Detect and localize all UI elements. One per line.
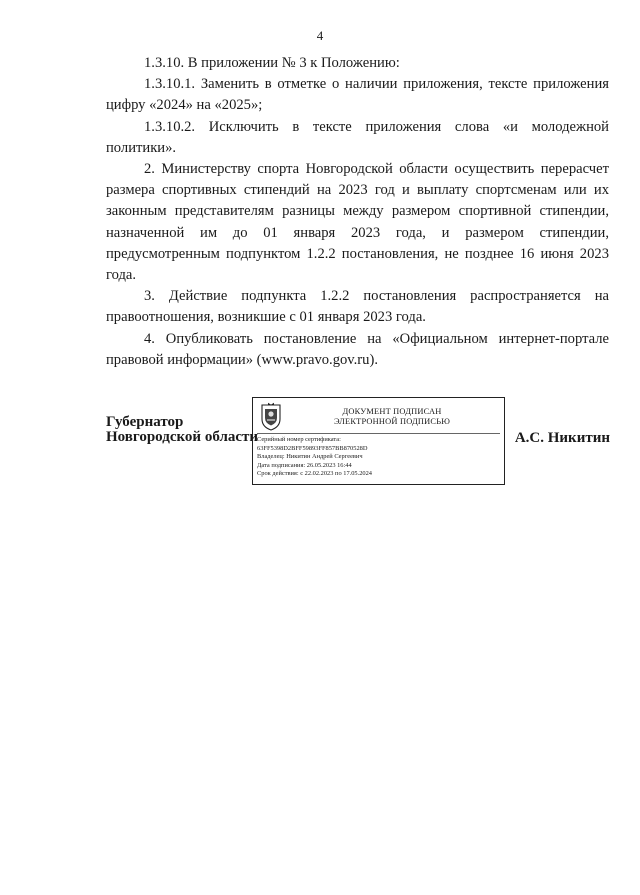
certificate-number: 63FF5398D2BFF59893FF857BB870528D — [257, 444, 368, 452]
signer-title-line1: Губернатор — [106, 414, 184, 430]
paragraph-3: 3. Действие подпункта 1.2.2 постановления распространяется на правоотношения, возникшие с 01 января 2023 года. — [106, 288, 609, 326]
signer-name: А.С. Никитин — [514, 430, 610, 446]
paragraph-1-3-10: 1.3.10. В приложении № 3 к Положению: — [144, 55, 400, 71]
certificate-label: Серийный номер сертификата: — [257, 436, 341, 443]
signer-title-line2: Новгородской области — [106, 429, 259, 445]
paragraph-1-3-10-1: 1.3.10.1. Заменить в отметке о наличии приложения, тексте приложения цифру «2024» на «2025»; — [106, 76, 609, 114]
certificate-validity: Срок действия: с 22.02.2023 по 17.05.2024 — [257, 470, 373, 478]
certificate-owner: Владелец: Никитин Андрей Сергеевич — [257, 453, 363, 461]
stamp-heading-line2: ЭЛЕКТРОННОЙ ПОДПИСЬЮ — [333, 417, 451, 426]
paragraph-1-3-10-2: 1.3.10.2. Исключить в тексте приложения слова «и молодежной политики». — [106, 118, 609, 156]
page-number: 4 — [316, 28, 324, 43]
electronic-signature-stamp — [252, 397, 505, 485]
paragraph-2: 2. Министерству спорта Новгородской области осуществить перерасчет размера спортивных стипендий на 2023 год и выплату спортсменам или их законным представителям разницы между размером спортивной стипендии, назначенной им до 01 января 2023 года, и размером стипендии, предусмотренным подпунктом 1.2.2 постановления, не позднее 16 июня 2023 года. — [106, 161, 609, 284]
stamp-heading-line1: ДОКУМЕНТ ПОДПИСАН — [342, 407, 442, 416]
signing-date: Дата подписания: 26.05.2023 16:44 — [257, 461, 352, 469]
document-body — [106, 53, 609, 371]
stamp-divider — [257, 433, 500, 434]
signature-block — [106, 397, 618, 492]
paragraph-4: 4. Опубликовать постановление на «Официальном интернет-портале правовой информации» (www.pravo.gov.ru). — [106, 330, 609, 368]
stamp-details — [257, 436, 372, 479]
coat-of-arms-icon — [258, 402, 284, 432]
stamp-heading — [287, 407, 497, 427]
signer-title — [106, 415, 258, 445]
